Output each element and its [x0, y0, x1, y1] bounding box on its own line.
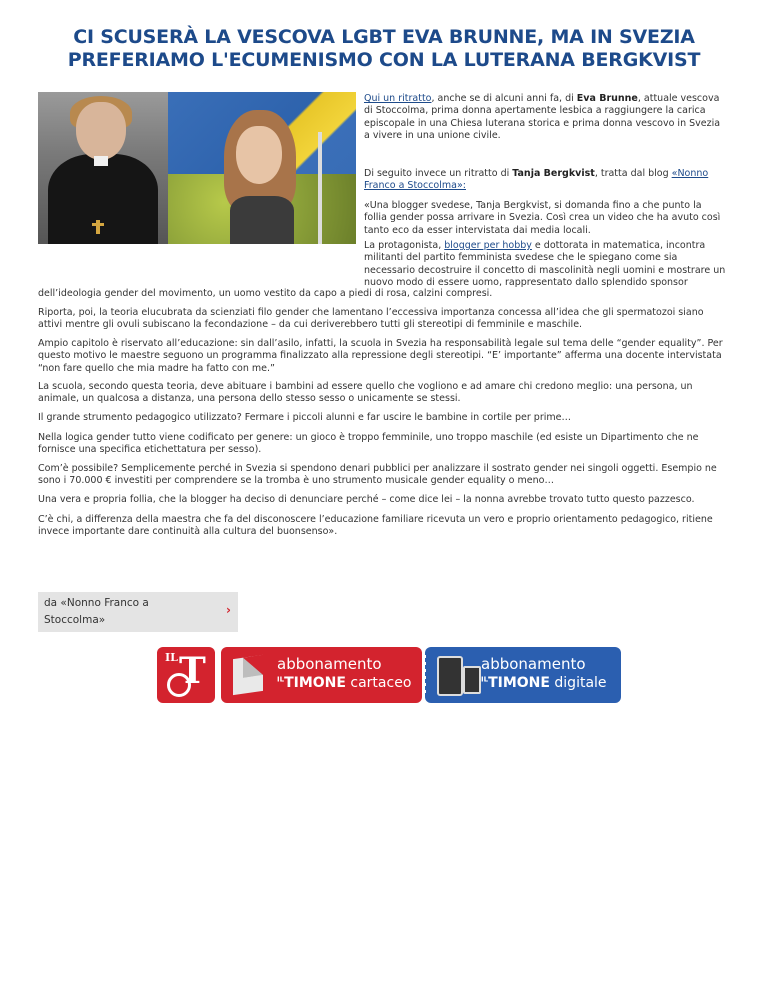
dotted-divider [216, 655, 219, 695]
dotted-divider [423, 655, 426, 695]
cartaceo-line2: $^{IL}$TIMONE cartaceo [277, 675, 412, 691]
logo-t: T [179, 650, 206, 692]
link-blogger-per-hobby[interactable]: blogger per hobby [444, 240, 532, 251]
paper-icon [233, 655, 263, 695]
link-ritratto[interactable]: Qui un ritratto [364, 93, 432, 104]
paragraph-8: Il grande strumento pedagogico utilizzato? Fermare i piccoli alunni e far uscire le bambine in cortile per prime… [38, 412, 571, 423]
paragraph-4: La protagonista, blogger per hobby e dottorata in matematica, incontra militanti del partito femminista svedese che le spiegano come sia necessario decostruire il concetto di mascolinità negli uomini e mostrare un nuovo modo di essere uomo, rappresentato dallo splendido sponsor [364, 240, 726, 289]
paragraph-1: Qui un ritratto, anche se di alcuni anni fa, di Eva Brunne, attuale vescova di Stoccolma, prima donna apertamente lesbica a raggiungere la carica episcopale in una Chiesa luterana storica e prima donna vescovo in Svezia a vivere in una unione civile. [364, 93, 721, 142]
paragraph-4-cont: dell’ideologia gender del movimento, un uomo vestito da capo a piedi di rosa, calzini compresi. [38, 288, 493, 299]
photo-eva-brunne [38, 92, 168, 244]
paragraph-12: C’è chi, a differenza della maestra che fa del disconoscere l’educazione familiare ricevuta un vero e proprio orientamento pedagogico, ritiene invece importante dare continuità alla cultura del buonsenso». [38, 514, 713, 538]
tablet-icon [437, 656, 463, 696]
cartaceo-line1: abbonamento [277, 655, 382, 673]
paragraph-7: La scuola, secondo questa teoria, deve abituare i bambini ad essere quello che vogliono e ad amare chi credono meglio: una persona, un animale, un qualcosa a distanza, una persona dello stesso sesso o unicamente se stessi. [38, 381, 693, 405]
paragraph-3: «Una blogger svedese, Tanja Bergkvist, si domanda fino a che punto la follia gender possa arrivare in Svezia. Così crea un video che ha avuto così tanto eco da esser intervistata dai media locali. [364, 200, 721, 236]
digitale-line2: $^{IL}$TIMONE digitale [481, 675, 607, 691]
digitale-line1: abbonamento [481, 655, 586, 673]
article-photo [38, 92, 356, 244]
photo-tanja-bergkvist [168, 92, 356, 244]
link-nonno-franco[interactable]: «Nonno Franco a Stoccolma»: [364, 168, 709, 192]
source-link-box[interactable] [38, 592, 238, 632]
chevron-right-icon: › [226, 603, 231, 617]
timone-logo-banner[interactable] [157, 647, 215, 703]
paragraph-10: Com’è possibile? Semplicemente perché in Svezia si spendono denari pubblici per analizzare il sostrato gender nei singoli oggetti. Esempio ne sono i 70.000 € investiti per comprendere se la tromba è uno strumento musicale gender equality o meno… [38, 463, 717, 487]
paragraph-6: Ampio capitolo è riservato all’educazione: sin dall’asilo, infatti, la scuola in Svezia ha responsabilità legale sul tema delle “gender equality”. Per questo motivo le maestre seguono un programma finalizzato alla repressione degli stereotipi. “E’ importante” afferma una docente intervistata “non fare quello che mia madre ha fatto con me.” [38, 338, 723, 374]
source-link-label: da «Nonno Franco a Stoccolma» [44, 597, 149, 626]
abbonamento-cartaceo-button[interactable] [221, 647, 422, 703]
article-title: CI SCUSERÀ LA VESCOVA LGBT EVA BRUNNE, MA IN SVEZIA PREFERIAMO L'ECUMENISMO CON LA LUTERANA BERGKVIST [67, 26, 701, 71]
paragraph-9: Nella logica gender tutto viene codificato per genere: un gioco è troppo femminile, uno troppo maschile (ed esiste un Dipartimento che ne fornisce una specifica etichettatura per sesso). [38, 432, 699, 456]
abbonamento-digitale-button[interactable] [425, 647, 621, 703]
paragraph-11: Una vera e propria follia, che la blogger ha deciso di denunciare perché – come dice lei – la nonna avrebbe trovato tutto questo pazzesco. [38, 494, 695, 505]
ship-wheel-icon [167, 673, 191, 697]
paragraph-2: Di seguito invece un ritratto di Tanja Bergkvist, tratta dal blog «Nonno Franco a Stoccolma»: [364, 168, 709, 192]
logo-il: IL [165, 651, 178, 664]
paragraph-5: Riporta, poi, la teoria elucubrata da scienziati filo gender che lamentano l’eccessiva importanza concessa all’idea che gli spermatozoi siano attivi mentre gli ovuli subiscano la fecondazione – da cui deriverebbero tutti gli stereotipi di femminile e maschile. [38, 307, 704, 331]
